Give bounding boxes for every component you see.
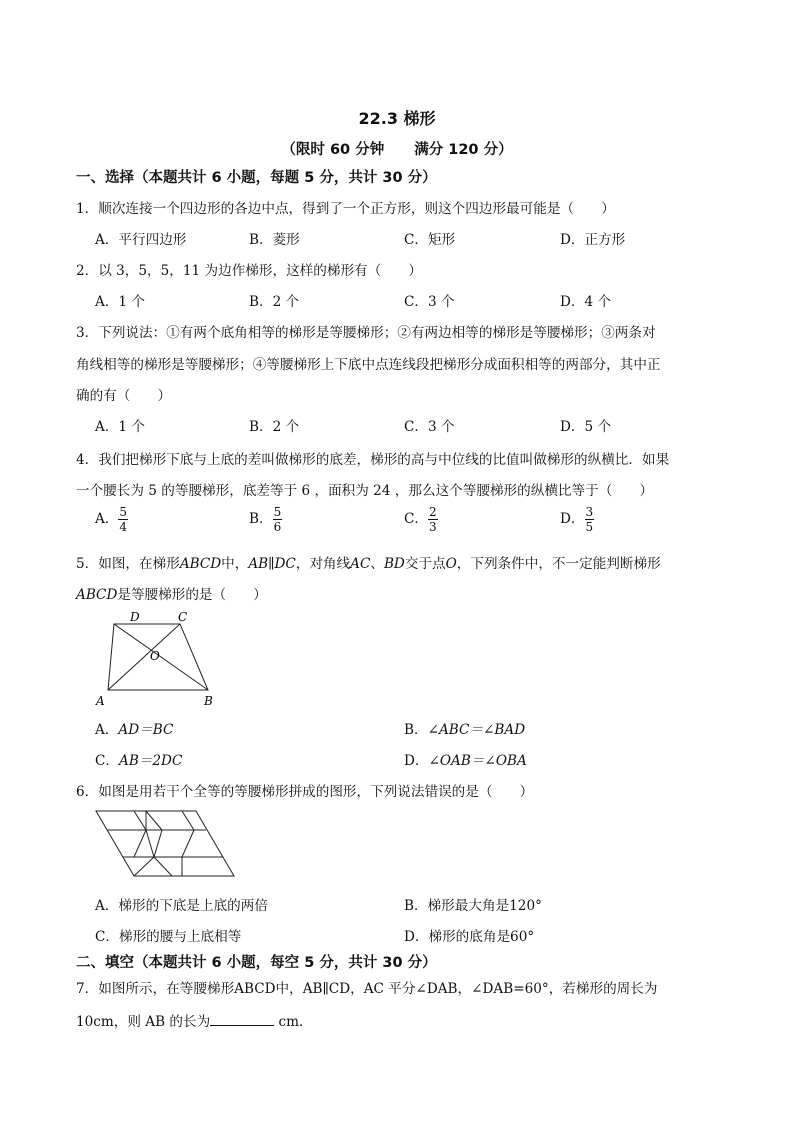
diagonal-ac xyxy=(108,624,180,690)
option-expr: ∠ABC＝∠BAD xyxy=(427,722,526,738)
section-heading-fill: 二、填空（本题共计 6 小题，每空 5 分，共计 30 分） xyxy=(76,955,437,971)
answer-blank[interactable] xyxy=(210,1011,274,1026)
question-7-line-1: 7．如图所示，在等腰梯形ABCD中，AB∥CD，AC 平分∠DAB，∠DAB=60°，若梯形的周长为 xyxy=(76,981,658,997)
tile-edge xyxy=(154,857,172,876)
q6-option-d: D．梯形的底角是60° xyxy=(404,929,535,945)
fraction xyxy=(428,505,438,534)
denominator: 6 xyxy=(273,520,282,534)
tile-edge xyxy=(182,830,194,857)
math-ac: AC xyxy=(350,556,371,572)
q4-option-d xyxy=(560,505,594,534)
outer-parallelogram xyxy=(96,811,234,876)
text-segment: 5．如图，在梯形 xyxy=(76,556,180,572)
tile-edge xyxy=(182,811,194,830)
q1-option-b: B．菱形 xyxy=(249,232,300,248)
option-expr: AD＝BC xyxy=(118,722,174,738)
label-o: O xyxy=(150,649,160,663)
text-segment: ，下列条件中，不一定能判断梯形 xyxy=(456,556,661,572)
option-label: C． xyxy=(95,753,119,769)
text-segment: ，对角线 xyxy=(295,556,351,572)
denominator: 4 xyxy=(119,520,128,534)
option-label: A． xyxy=(95,511,119,527)
q5-option-b xyxy=(404,718,525,738)
question-6-text: 6．如图是用若干个全等的等腰梯形拼成的图形，下列说法错误的是（ ） xyxy=(76,784,534,800)
text-segment: cm． xyxy=(274,1014,313,1030)
option-expr: ∠OAB＝∠OBA xyxy=(428,753,527,769)
total-score: 满分 120 分） xyxy=(414,142,513,158)
tile-edge xyxy=(146,830,154,857)
trapezoid-tiling-figure xyxy=(94,808,238,880)
label-a: A xyxy=(96,694,105,708)
tile-edge xyxy=(134,811,146,830)
q4-option-b xyxy=(249,505,282,534)
text-segment: 是等腰梯形的是（ ） xyxy=(117,587,267,603)
fraction xyxy=(118,505,128,534)
math-abcd: ABCD xyxy=(76,587,118,603)
page-subtitle xyxy=(0,138,794,159)
numerator: 2 xyxy=(429,505,437,519)
label-b: B xyxy=(204,694,213,708)
numerator: 5 xyxy=(273,505,282,519)
denominator: 5 xyxy=(585,520,594,534)
option-label: D． xyxy=(404,753,429,769)
q1-option-a: A．平行四边形 xyxy=(95,232,187,248)
q2-option-c: C．3 个 xyxy=(404,294,455,310)
tile-edge xyxy=(134,857,154,876)
question-4-line-1: 4．我们把梯形下底与上底的差叫做梯形的底差，梯形的高与中位线的比值叫做梯形的纵横比．如果 xyxy=(76,452,670,468)
q4-option-a xyxy=(95,505,128,534)
option-label: B． xyxy=(249,511,273,527)
q6-option-a: A．梯形的下底是上底的两倍 xyxy=(95,898,268,914)
q5-option-d xyxy=(404,749,527,769)
option-label: D． xyxy=(560,511,585,527)
fraction xyxy=(273,505,283,534)
fraction xyxy=(585,505,595,534)
q3-option-a: A．1 个 xyxy=(95,419,145,435)
text-segment: 交于点 xyxy=(404,556,446,572)
tile-edge xyxy=(154,830,162,857)
denominator: 3 xyxy=(429,520,437,534)
q3-option-c: C．3 个 xyxy=(404,419,455,435)
q2-option-d: D．4 个 xyxy=(560,294,612,310)
q6-option-c: C．梯形的腰与上底相等 xyxy=(95,929,242,945)
time-limit: （限时 60 分钟 xyxy=(281,142,385,158)
text-segment: 10cm，则 AB 的长为 xyxy=(76,1014,211,1030)
page-title: 22.3 梯形 xyxy=(358,109,436,128)
q2-option-a: A．1 个 xyxy=(95,294,145,310)
q3-option-b: B．2 个 xyxy=(249,419,300,435)
section-heading-choice: 一、选择（本题共计 6 小题，每题 5 分，共计 30 分） xyxy=(76,170,437,186)
text-segment: 、 xyxy=(370,556,384,572)
math-o: O xyxy=(445,556,457,572)
q5-option-a xyxy=(95,718,173,738)
option-label: C． xyxy=(404,511,428,527)
question-5-line-2 xyxy=(76,583,267,603)
question-7-line-2 xyxy=(76,1010,313,1030)
numerator: 3 xyxy=(585,505,594,519)
trapezoid-figure xyxy=(92,604,232,712)
label-d: D xyxy=(130,610,140,624)
q1-option-d: D．正方形 xyxy=(560,232,626,248)
q4-option-c xyxy=(404,505,438,534)
q5-option-c xyxy=(95,749,182,769)
text-segment: 中， xyxy=(221,556,249,572)
q1-option-c: C．矩形 xyxy=(404,232,456,248)
question-4-line-2: 一个腰长为 5 的等腰梯形，底差等于 6 ，面积为 24 ，那么这个等腰梯形的纵横比等于（ ） xyxy=(76,483,654,499)
question-1-text: 1．顺次连接一个四边形的各边中点，得到了一个正方形，则这个四边形最可能是（ ） xyxy=(76,201,615,217)
option-label: B． xyxy=(404,722,428,738)
option-label: A． xyxy=(95,722,119,738)
question-3-line-2: 角线相等的梯形是等腰梯形；④等腰梯形上下底中点连线段把梯形分成面积相等的两部分，其中正 xyxy=(76,357,661,373)
question-5-line-1 xyxy=(76,552,661,572)
question-3-line-3: 确的有（ ） xyxy=(76,388,172,404)
math-abcd: ABCD xyxy=(179,556,222,572)
tile-edge xyxy=(146,811,162,830)
math-parallel: AB∥DC xyxy=(248,556,296,572)
tile-edge xyxy=(134,830,146,857)
question-2-text: 2．以 3，5，5，11 为边作梯形，这样的梯形有（ ） xyxy=(76,263,423,279)
numerator: 5 xyxy=(119,505,128,519)
q6-option-b: B．梯形最大角是120° xyxy=(404,898,542,914)
q2-option-b: B．2 个 xyxy=(249,294,300,310)
q3-option-d: D．5 个 xyxy=(560,419,612,435)
option-expr: AB＝2DC xyxy=(119,753,183,769)
label-c: C xyxy=(178,610,188,624)
math-bd: BD xyxy=(383,556,405,572)
question-3-line-1: 3．下列说法：①有两个底角相等的梯形是等腰梯形；②有两边相等的梯形是等腰梯形；③两条对 xyxy=(76,325,656,341)
